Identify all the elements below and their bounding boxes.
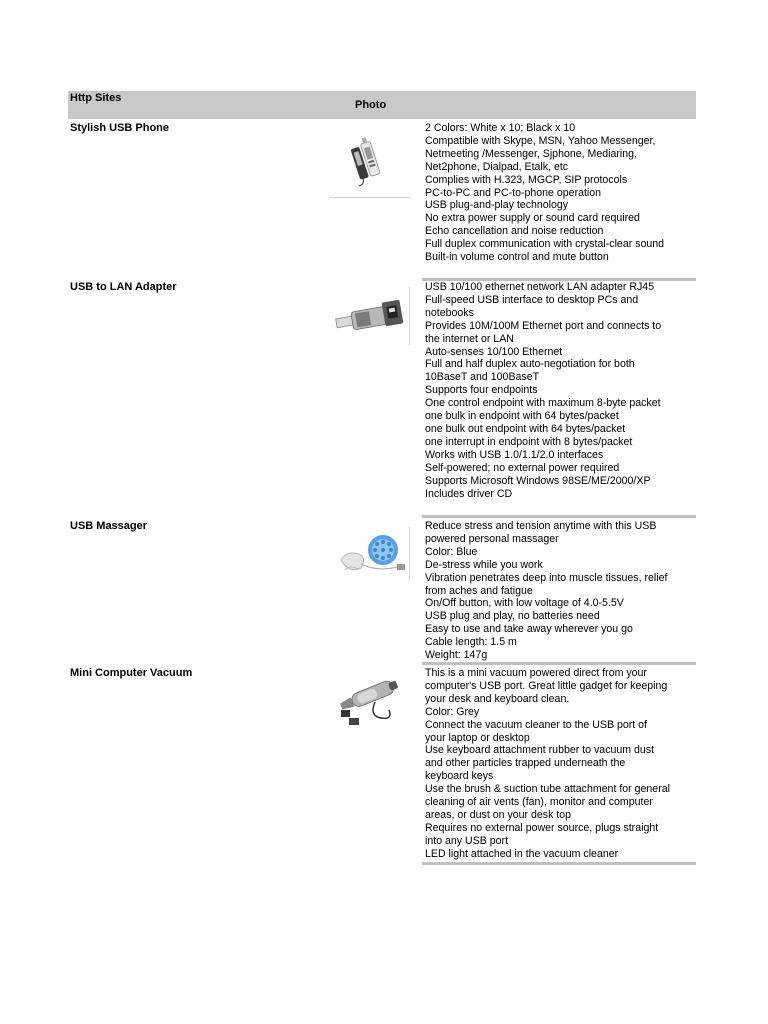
product-name-usb-lan-adapter: USB to LAN Adapter: [70, 281, 177, 293]
usb-lan-adapter-photo: [332, 297, 408, 339]
photo-cell-divider: [330, 197, 410, 198]
product-name-usb-massager: USB Massager: [70, 520, 148, 532]
photo-cell-divider: [409, 287, 410, 345]
usb-phone-photo: [345, 134, 395, 189]
product-description-usb-lan-adapter: USB 10/100 ethernet network LAN adapter RJ45 Full-speed USB interface to desktop PCs and notebooks Provides 10M/100M Ethernet port and connects to the internet or LAN Auto-senses 10/100 Ethernet Full and half duplex auto-negotiation for both 10BaseT and 100BaseT Supports four endpoints One control endpoint with maximum 8-byte packet one bulk in endpoint with 64 bytes/packet one bulk out endpoint with 64 bytes/packet one interrupt in endpoint with 8 bytes/packet Works with USB 1.0/1.1/2.0 interfaces Self-powered; no external power required Supports Microsoft Windows 98SE/ME/2000/XP Includes driver CD: [425, 281, 662, 500]
row-separator: [422, 862, 696, 865]
header-http-sites: Http Sites: [70, 92, 122, 104]
header-photo: Photo: [355, 99, 387, 111]
usb-massager-photo: [337, 530, 409, 578]
usb-vacuum-photo: [335, 672, 409, 730]
product-description-usb-phone: 2 Colors: White x 10; Black x 10 Compatible with Skype, MSN, Yahoo Messenger, Netmeeting /Messenger, Sjphone, Mediaring, Net2phone, Dialpad, Etalk, etc Complies with H.323, MGCP, SIP protocols PC-to-PC and PC-to-phone operation USB plug-and-play technology No extra power supply or sound card required Echo cancellation and noise reduction Full duplex communication with crystal-clear sound Built-in volume control and mute button: [425, 122, 665, 264]
photo-cell-divider: [409, 527, 410, 581]
row-separator: [422, 515, 696, 518]
product-description-mini-vacuum: This is a mini vacuum powered direct from your computer's USB port. Great little gadget for keeping your desk and keyboard clean. Color: Grey Connect the vacuum cleaner to the USB port of your laptop or desktop Use keyboard attachment rubber to vacuum dust and other particles trapped underneath the keyboard keys Use the brush & suction tube attachment for general cleaning of air vents (fan), monitor and computer areas, or dust on your desk top Requires no external power source, plugs straight into any USB port LED light attached in the vacuum cleaner: [425, 667, 670, 860]
product-name-usb-phone: Stylish USB Phone: [70, 122, 170, 134]
row-separator: [422, 662, 696, 665]
product-name-mini-vacuum: Mini Computer Vacuum: [70, 667, 193, 679]
product-description-usb-massager: Reduce stress and tension anytime with this USB powered personal massager Color: Blue De-stress while you work Vibration penetrates deep into muscle tissues, relief from aches and fatigue On/Off button, with low voltage of 4.0-5.5V USB plug and play, no batteries need Easy to use and take away wherever you go Cable length: 1.5 m Weight: 147g: [425, 520, 668, 662]
